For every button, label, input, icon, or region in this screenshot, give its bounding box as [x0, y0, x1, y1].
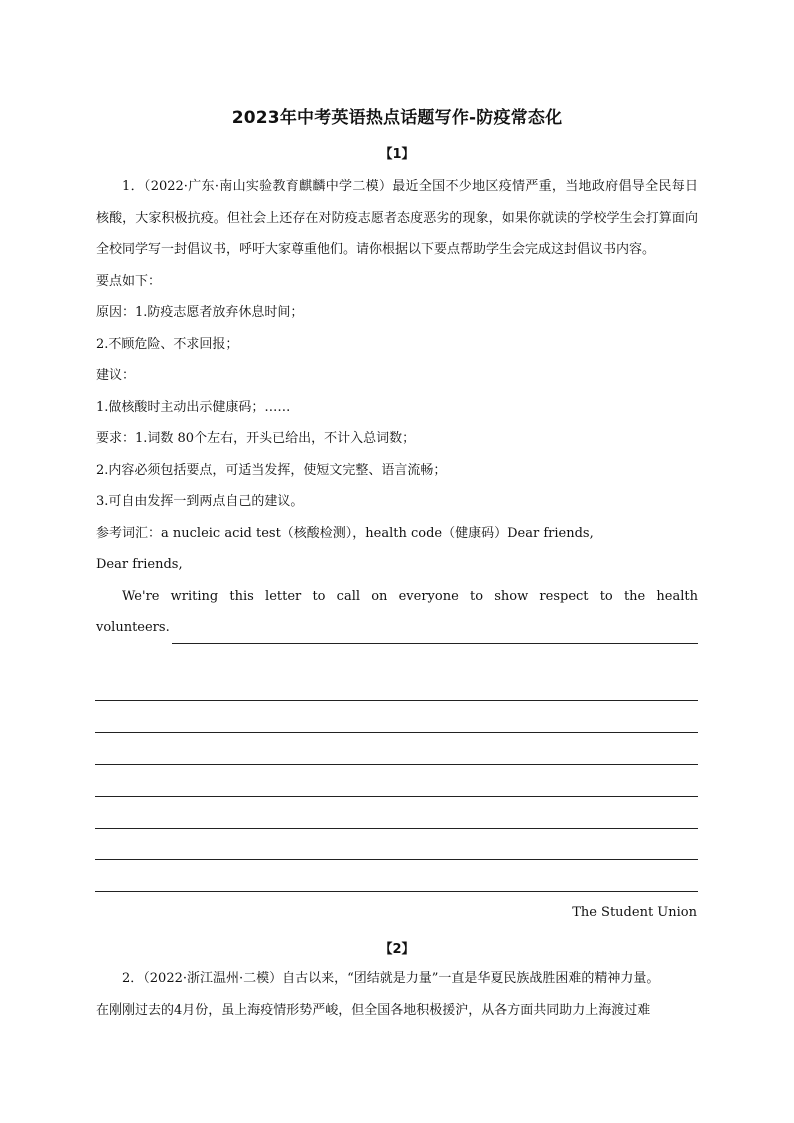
letter-salutation: Dear friends, — [96, 557, 183, 572]
question-2-line-2: 在刚刚过去的4月份，虽上海疫情形势严峻，但全国各地积极援沪，从各方面共同助力上海渡过难 — [96, 1002, 651, 1018]
writing-line[interactable] — [172, 623, 698, 644]
section-1-label: 【1】 — [379, 147, 415, 162]
reason-1: 原因：1.防疫志愿者放弃休息时间； — [96, 305, 304, 320]
advice-heading: 建议： — [96, 368, 136, 383]
writing-line[interactable] — [95, 828, 698, 829]
section-1-body — [96, 171, 698, 644]
advice-1: 1.做核酸时主动出示健康码；…… — [96, 399, 291, 415]
writing-line[interactable] — [95, 796, 698, 797]
letter-opening-continuation — [96, 612, 698, 644]
requirement-3: 3.可自由发挥一到两点自己的建议。 — [96, 494, 304, 509]
question-2-line-1: 2．（2022·浙江温州·二模）自古以来，“团结就是力量”一直是华夏民族战胜困难的精神力量。 — [122, 971, 660, 986]
writing-line[interactable] — [95, 891, 698, 892]
opening-cont-text: volunteers. — [96, 620, 170, 635]
reference-vocabulary: 参考词汇：a nucleic acid test（核酸检测），health code（健康码）Dear friends, — [96, 525, 594, 541]
writing-line[interactable] — [95, 859, 698, 860]
writing-line[interactable] — [95, 700, 698, 701]
question-1-text: 1．（2022·广东·南山实验教育麒麟中学二模）最近全国不少地区疫情严重，当地政府倡导全民每日核酸，大家积极抗疫。但社会上还存在对防疫志愿者态度恶劣的现象，如果你就读的学校学生会打算面向全校同学写一封倡议书，呼吁大家尊重他们。请你根据以下要点帮助学生会完成这封倡议书内容。 — [96, 179, 698, 257]
page-title: 2023年中考英语热点话题写作-防疫常态化 — [231, 108, 563, 128]
section-2-body — [96, 963, 698, 1026]
writing-line[interactable] — [95, 732, 698, 733]
requirement-2: 2.内容必须包括要点，可适当发挥，使短文完整、语言流畅； — [96, 462, 447, 478]
section-2-label: 【2】 — [379, 942, 415, 957]
writing-line[interactable] — [95, 764, 698, 765]
reason-2: 2.不顾危险、不求回报； — [96, 336, 239, 352]
letter-signature: The Student Union — [572, 905, 697, 920]
points-heading: 要点如下： — [96, 273, 162, 289]
letter-opening-line: We're writing this letter to call on everyone to show respect to the health — [122, 588, 698, 604]
requirement-1: 要求：1.词数 80个左右，开头已给出，不计入总词数； — [96, 431, 416, 446]
